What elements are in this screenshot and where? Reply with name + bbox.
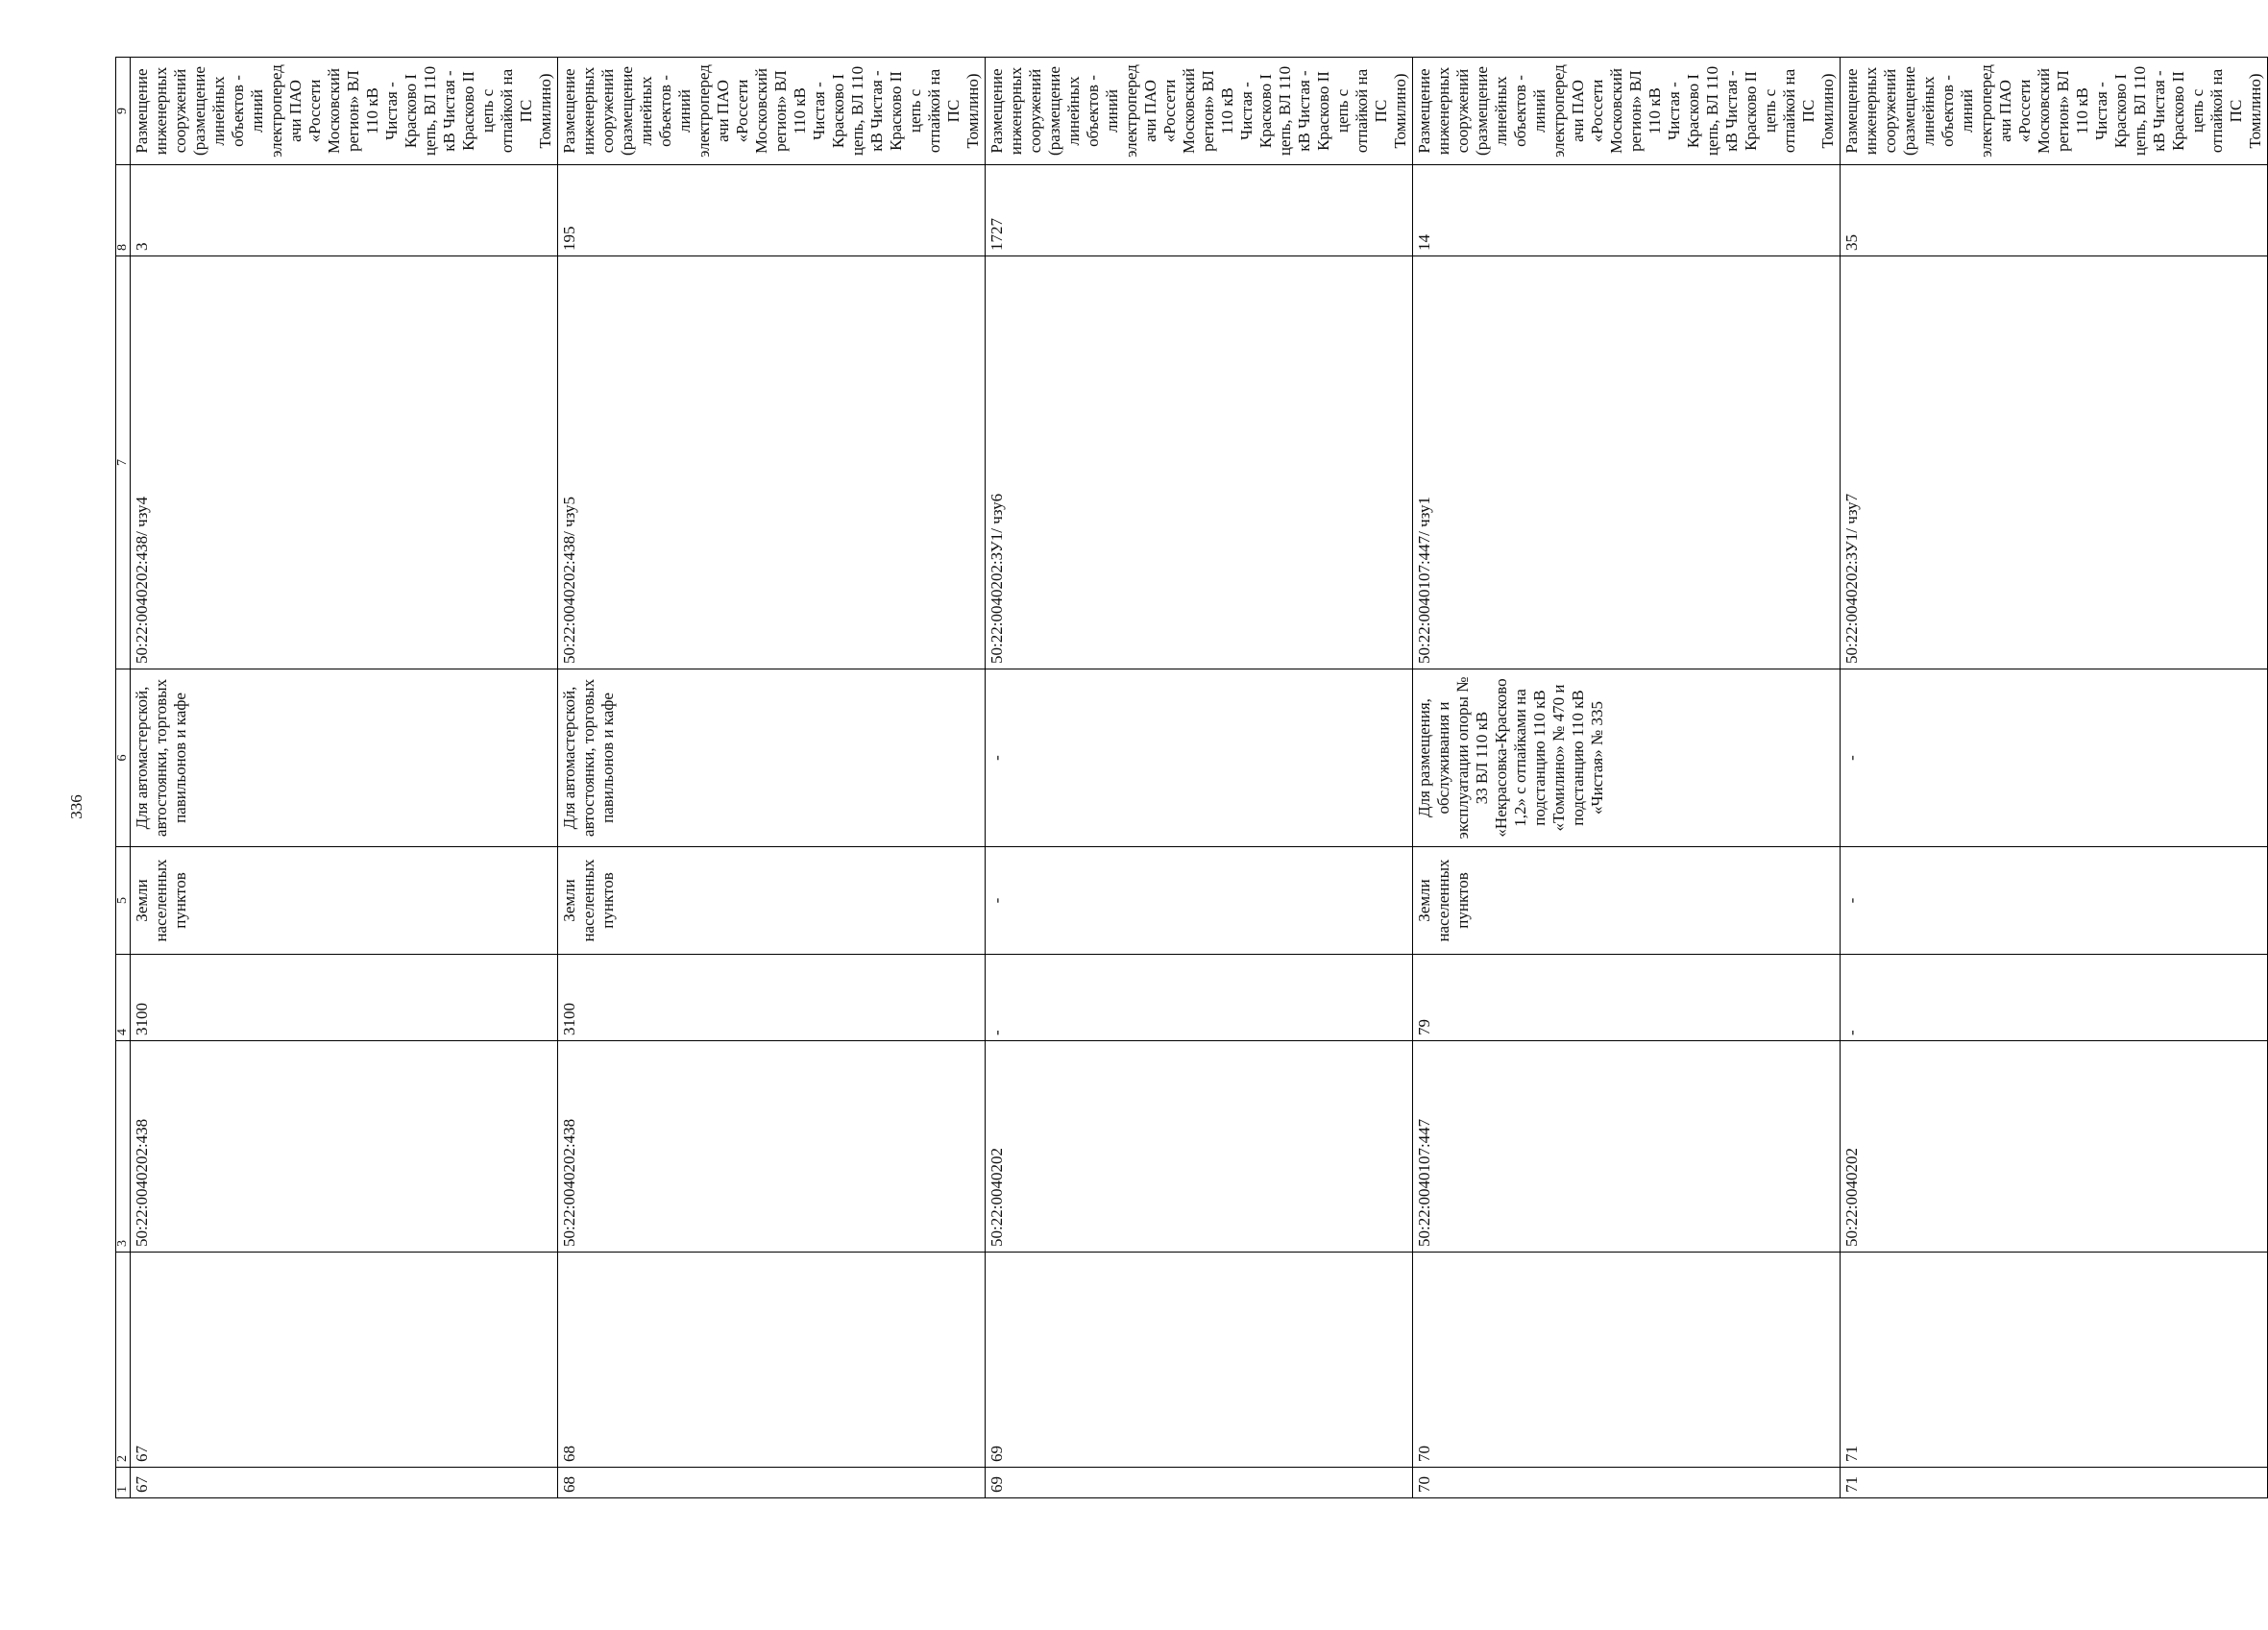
header-cell-8: 8 xyxy=(116,165,131,256)
page-number: 336 xyxy=(67,794,85,819)
land-plots-table xyxy=(115,57,2268,1498)
table-cell-col-8: 1727 xyxy=(986,165,1413,256)
table-row xyxy=(1841,58,2268,1498)
table-cell-col-9: Размещение инженерных сооружений (размещение линейных объектов - линий электропередачи ПАО «Россети Московский регион» ВЛ 110 кВ Чистая - Красково I цепь, ВЛ 110 кВ Чистая - Красково II цепь с отпайкой на ПС Томилино) xyxy=(558,58,986,165)
table-row xyxy=(1413,58,1841,1498)
header-cell-6: 6 xyxy=(116,669,131,847)
table-cell-col-7: 50:22:0040202:ЗУ1/ чзу6 xyxy=(986,256,1413,669)
table-cell-col-5: - xyxy=(986,847,1413,955)
table-cell-col-9: Размещение инженерных сооружений (размещение линейных объектов - линий электропередачи ПАО «Россети Московский регион» ВЛ 110 кВ Чистая - Красково I цепь, ВЛ 110 кВ Чистая - Красково II цепь с отпайкой на ПС Томилино) xyxy=(131,58,558,165)
table-row xyxy=(558,58,986,1498)
table-cell-col-7: 50:22:0040107:447/ чзу1 xyxy=(1413,256,1841,669)
table-cell-col-1: 69 xyxy=(986,1468,1413,1498)
table-cell-col-6: Для автомастерской, автостоянки, торговых павильонов и кафе xyxy=(558,669,986,847)
table-cell-col-3: 50:22:0040202:438 xyxy=(558,1041,986,1253)
table-cell-col-2: 69 xyxy=(986,1253,1413,1468)
table-cell-col-3: 50:22:0040107:447 xyxy=(1413,1041,1841,1253)
table-cell-col-3: 50:22:0040202 xyxy=(1841,1041,2268,1253)
table-cell-col-2: 71 xyxy=(1841,1253,2268,1468)
table-cell-col-5: Земли населенных пунктов xyxy=(131,847,558,955)
table-row xyxy=(986,58,1413,1498)
table-cell-col-1: 67 xyxy=(131,1468,558,1498)
table-cell-col-9: Размещение инженерных сооружений (размещение линейных объектов - линий электропередачи ПАО «Россети Московский регион» ВЛ 110 кВ Чистая - Красково I цепь, ВЛ 110 кВ Чистая - Красково II цепь с отпайкой на ПС Томилино) xyxy=(1413,58,1841,165)
header-row xyxy=(116,58,131,1498)
table-cell-col-3: 50:22:0040202 xyxy=(986,1041,1413,1253)
table-cell-col-4: 79 xyxy=(1413,955,1841,1041)
header-cell-5: 5 xyxy=(116,847,131,955)
table-row xyxy=(131,58,558,1498)
table-cell-col-4: - xyxy=(986,955,1413,1041)
table-cell-col-4: - xyxy=(1841,955,2268,1041)
table-cell-col-5: Земли населенных пунктов xyxy=(558,847,986,955)
table-cell-col-6: - xyxy=(1841,669,2268,847)
table-cell-col-6: - xyxy=(986,669,1413,847)
table-cell-col-2: 68 xyxy=(558,1253,986,1468)
table-cell-col-4: 3100 xyxy=(558,955,986,1041)
table-cell-col-6: Для размещения, обслуживания и эксплуатации опоры № 33 ВЛ 110 кВ «Некрасовка-Красково 1,2» с отпайками на подстанцию 110 кВ «Томилино» № 470 и подстанцию 110 кВ «Чистая» № 335 xyxy=(1413,669,1841,847)
header-cell-3: 3 xyxy=(116,1041,131,1253)
table-body xyxy=(116,58,2268,1498)
header-cell-2: 2 xyxy=(116,1253,131,1468)
header-cell-9: 9 xyxy=(116,58,131,165)
table-cell-col-7: 50:22:0040202:ЗУ1/ чзу7 xyxy=(1841,256,2268,669)
table-cell-col-2: 70 xyxy=(1413,1253,1841,1468)
table-cell-col-3: 50:22:0040202:438 xyxy=(131,1041,558,1253)
table-cell-col-1: 70 xyxy=(1413,1468,1841,1498)
table-cell-col-6: Для автомастерской, автостоянки, торговых павильонов и кафе xyxy=(131,669,558,847)
table-cell-col-8: 35 xyxy=(1841,165,2268,256)
header-cell-1: 1 xyxy=(116,1468,131,1498)
table-cell-col-7: 50:22:0040202:438/ чзу4 xyxy=(131,256,558,669)
table-cell-col-9: Размещение инженерных сооружений (размещение линейных объектов - линий электропередачи ПАО «Россети Московский регион» ВЛ 110 кВ Чистая - Красково I цепь, ВЛ 110 кВ Чистая - Красково II цепь с отпайкой на ПС Томилино) xyxy=(986,58,1413,165)
header-cell-7: 7 xyxy=(116,256,131,669)
table-cell-col-9: Размещение инженерных сооружений (размещение линейных объектов - линий электропередачи ПАО «Россети Московский регион» ВЛ 110 кВ Чистая - Красково I цепь, ВЛ 110 кВ Чистая - Красково II цепь с отпайкой на ПС Томилино) xyxy=(1841,58,2268,165)
table-cell-col-7: 50:22:0040202:438/ чзу5 xyxy=(558,256,986,669)
table-cell-col-8: 14 xyxy=(1413,165,1841,256)
table-cell-col-5: Земли населенных пунктов xyxy=(1413,847,1841,955)
table-cell-col-1: 71 xyxy=(1841,1468,2268,1498)
table-cell-col-8: 3 xyxy=(131,165,558,256)
table-cell-col-1: 68 xyxy=(558,1468,986,1498)
table-cell-col-5: - xyxy=(1841,847,2268,955)
table-cell-col-4: 3100 xyxy=(131,955,558,1041)
table-cell-col-2: 67 xyxy=(131,1253,558,1468)
header-cell-4: 4 xyxy=(116,955,131,1041)
table-cell-col-8: 195 xyxy=(558,165,986,256)
rotated-table-wrapper xyxy=(115,58,2264,1498)
